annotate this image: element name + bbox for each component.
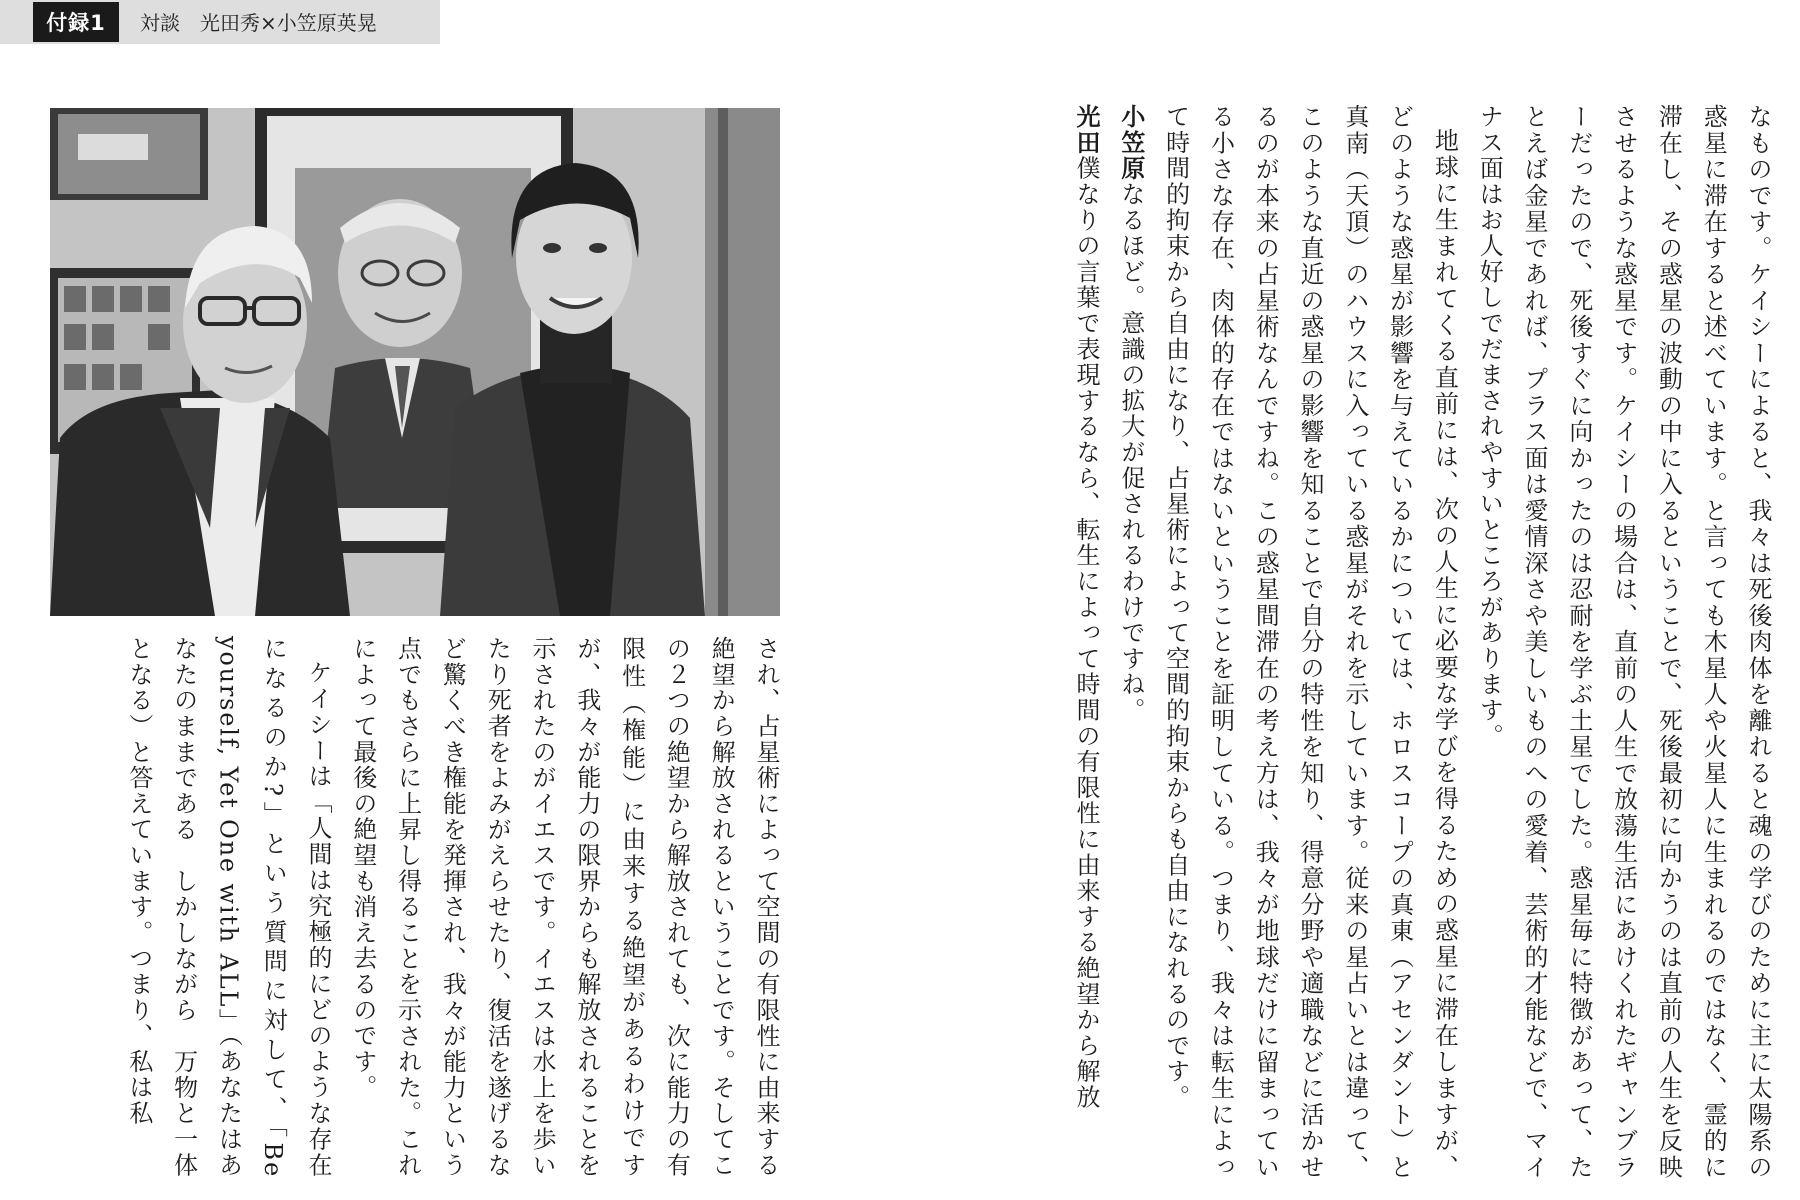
speaker-ogasawara: 小笠原 — [1116, 104, 1145, 182]
left-paragraph-2: ケイシーは「人間は究極的にどのような存在になるのか?」という質問に対して、「Be yourself, Yet One with ALL」（あなたはあなたのままである しかしながら 万物と一体となる）と答えています。つまり、私は私 — [124, 636, 333, 1178]
mitsuda-remark — [1063, 104, 1108, 1180]
right-paragraph-2: 地球に生まれてくる直前には、次の人生に必要な学びを得るための惑星に滞在しますが、どのような惑星が影響を与えているかについては、ホロスコープの真東（アセンダント）と真南（天頂）のハウスに入っている惑星がそれを示しています。従来の星占いとは違って、このような直近の惑星の影響を知ることで自分の特性を知り、得意分野や適職などに活かせるのが本来の占星術なんですね。この惑星間滞在の考え方は、我々が地球だけに留まっている小さな存在、肉体的存在ではないということを証明している。つまり、我々は転生によって時間的拘束から自由になり、占星術によって空間的拘束からも自由になれるのです。 — [1161, 104, 1459, 1180]
left-paragraph-1: され、占星術によって空間の有限性に由来する絶望から解放されるということです。そしてこの２つの絶望から解放されても、次に能力の有限性（権能）に由来する絶望があるわけですが、我々が能力の限界からも解放されることを示されたのがイエスです。イエスは水上を歩いたり死者をよみがえらせたり、復活を遂げるなど驚くべき権能を発揮され、我々が能力という点でもさらに上昇し得ることを示された。これによって最後の絶望も消え去るのです。 — [348, 636, 780, 1178]
chapter-header — [0, 0, 440, 44]
lower-left-text-column — [116, 636, 788, 1178]
header-title: 対談 光田秀×小笠原英晃 — [140, 11, 377, 35]
ogasawara-remark — [1108, 104, 1153, 1180]
ogasawara-line: なるほど。意識の拡大が促されるわけですね。 — [1116, 181, 1145, 724]
right-paragraph-1: なものです。ケイシーによると、我々は死後肉体を離れると魂の学びのために主に太陽系の惑星に滞在すると述べています。と言っても木星人や火星人に生まれるのではなく、霊的に滞在し、その惑星の波動の中に入るということで、死後最初に向かうのは直前の人生を反映させるような惑星です。ケイシーの場合は、直前の人生で放蕩生活にあけくれたギャンブラーだったので、死後すぐに向かったのは忍耐を学ぶ土星でした。惑星毎に特徴があって、たとえば金星であれば、プラス面は愛情深さや美しいものへの愛着、芸術的才能などで、マイナス面はお人好しでだまされやすいところがあります。 — [1475, 104, 1772, 1180]
speaker-mitsuda: 光田 — [1072, 104, 1101, 156]
mitsuda-line: 僕なりの言葉で表現するなら、転生によって時間の有限性に由来する絶望から解放 — [1072, 155, 1101, 1111]
appendix-badge: 付録1 — [33, 2, 119, 42]
interview-photo — [50, 108, 780, 616]
photo-of-two-men-icon — [50, 108, 780, 616]
right-text-column — [1063, 104, 1780, 1180]
